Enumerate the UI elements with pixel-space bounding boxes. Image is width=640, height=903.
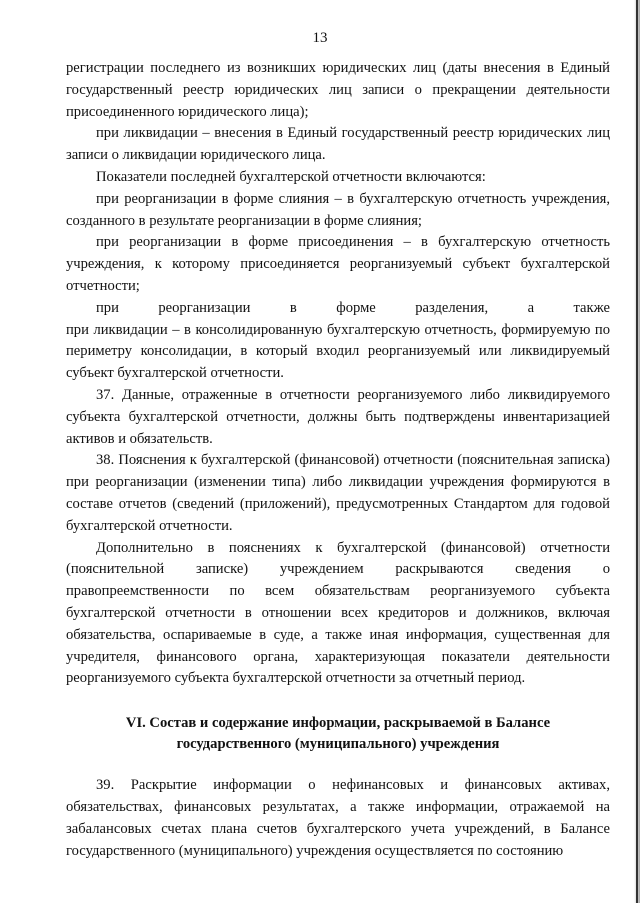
section-heading-line: государственного (муниципального) учреждения — [176, 736, 500, 753]
paragraph: 38. Пояснения к бухгалтерской (финансовой) отчетности (пояснительная записка) при реорганизации (изменении типа) либо ликвидации учреждения формируются в составе отчетов (сведений (приложений), предусмотренных Стандартом для годовой бухгалтерской отчетности. — [66, 452, 610, 534]
document-body — [66, 58, 610, 862]
paragraph: при ликвидации – в консолидированную бухгалтерскую отчетность, формируемую по периметру консолидации, в который входил реорганизуемый или ликвидируемый субъект бухгалтерской отчетности. — [66, 321, 610, 382]
paragraph: Дополнительно в пояснениях к бухгалтерской (финансовой) отчетности (пояснительной записке) учреждением раскрываются сведения о правопреемственности по всем обязательствам реорганизуемого субъекта бухгалтерской отчетности в отношении всех кредиторов и должников, включая обязательства, оспариваемые в суде, а также иная информация, существенная для учредителя, финансового органа, характеризующая показатели деятельности реорганизуемого субъекта бухгалтерской отчетности за отчетный период. — [66, 539, 610, 687]
paragraph: при реорганизации в форме слияния – в бухгалтерскую отчетность учреждения, созданного в результате реорганизации в форме слияния; — [66, 190, 610, 229]
paragraph: Показатели последней бухгалтерской отчетности включаются: — [96, 168, 486, 185]
paragraph: 37. Данные, отраженные в отчетности реорганизуемого либо ликвидируемого субъекта бухгалтерской отчетности, должны быть подтверждены инвентаризацией активов и обязательств. — [66, 386, 610, 447]
paragraph: при реорганизации в форме присоединения – в бухгалтерскую отчетность учреждения, к которому присоединяется реорганизуемый субъект бухгалтерской отчетности; — [66, 234, 610, 294]
paragraph: регистрации последнего из возникших юридических лиц (даты внесения в Единый государственный реестр юридических лиц записи о прекращении деятельности присоединенного юридического лица); — [66, 60, 610, 120]
section-heading-line: VI. Состав и содержание информации, раскрываемой в Балансе — [125, 715, 551, 732]
scan-edge-line — [636, 0, 638, 903]
page-number: 13 — [312, 30, 328, 46]
paragraph: при ликвидации – внесения в Единый государственный реестр юридических лиц записи о ликвидации юридического лица. — [66, 125, 610, 164]
paragraph: 39. Раскрытие информации о нефинансовых и финансовых активах, обязательствах, финансовых результатах, а также информации, отражаемой на забалансовых счетах плана счетов бухгалтерского учета учреждений, в Балансе государственного (муниципального) учреждения осуществляется по состоянию — [66, 777, 610, 859]
paragraph: при реорганизации в форме разделения, а также — [96, 299, 610, 316]
section-heading — [66, 713, 610, 755]
